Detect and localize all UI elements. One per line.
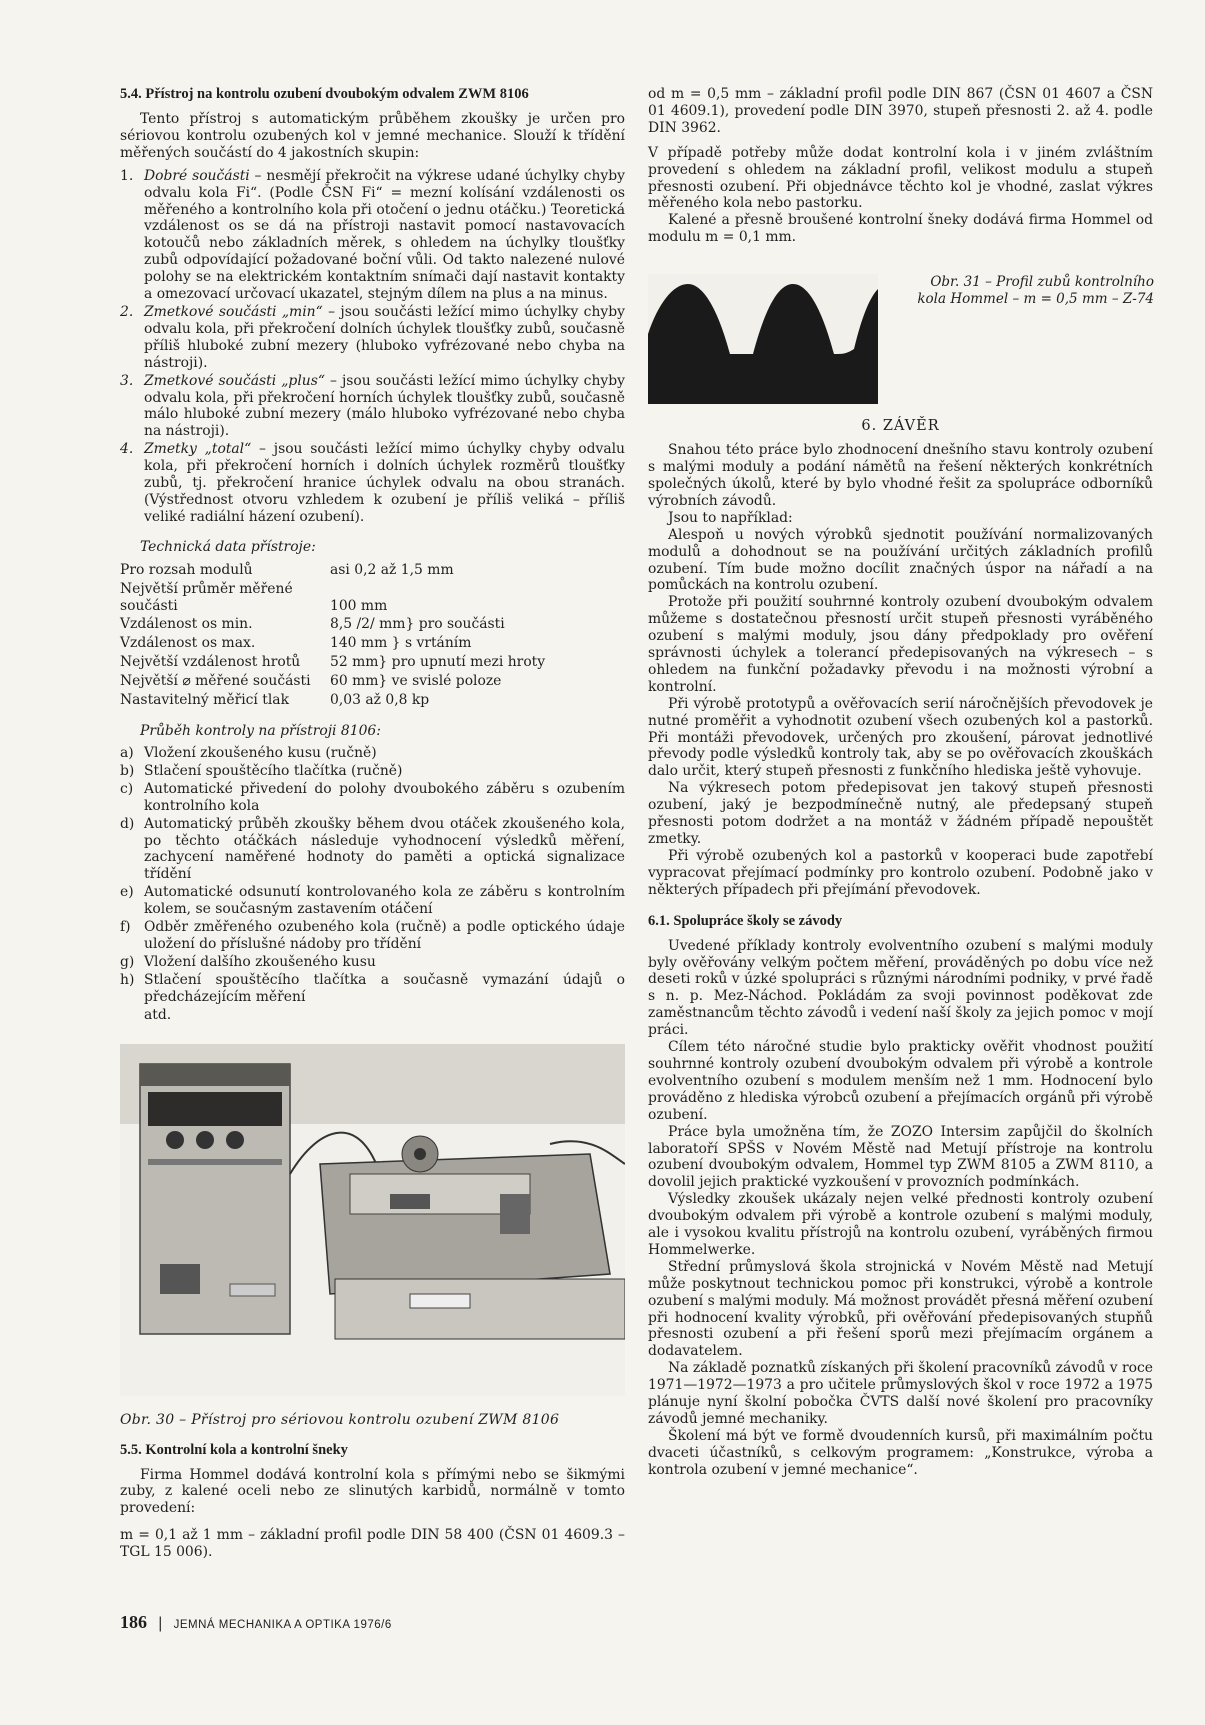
- right-column: [648, 86, 1153, 1479]
- list-item: d) Automatický průběh zkoušky během dvou otáček zkoušeného kola, po těchto otáčkách následuje vyhodnocení výsledků měření, zachycení naměřené hodnoty do paměti a optická signalizace třídění: [120, 815, 625, 883]
- page-footer: [120, 1612, 392, 1633]
- section-heading-6: 6. ZÁVĚR: [861, 418, 940, 435]
- paragraph: Jsou to například:: [668, 509, 793, 526]
- paragraph: Na výkresech potom předepisovat jen takový stupeň přesnosti ozubení, jaký je bezpodmínečně nutný, ale předepsaný stupeň přesnosti potom dodržet a na montáž v žádném případě nepouštět zmetky.: [648, 780, 1153, 847]
- tech-data-title: Technická data přístroje:: [140, 538, 316, 555]
- quality-groups-list: [120, 168, 625, 526]
- section-heading-5-5: 5.5. Kontrolní kola a kontrolní šneky: [120, 1441, 348, 1458]
- paragraph: Střední průmyslová škola strojnická v Novém Městě nad Metují může poskytnout technickou pomoc při konstrukci, výrobě a kontrole ozubení s malými moduly. Má možnost provádět přesná měření ozubení při hodnocení kvality výrobků, při ověřování předepisovaných stupňů přesnosti ozubení a při řešení sporů mezi přejímacím orgánem a dodavatelem.: [648, 1258, 1153, 1360]
- paragraph: Na základě poznatků získaných při školení pracovníků závodů v roce 1971—1972—1973 a pro učitele průmyslových škol v roce 1972 a 1975 plánuje nyní školní pobočka ČVTS další nové školení pro pracovníky závodů jemné mechaniky.: [648, 1360, 1153, 1427]
- section-heading-5-4: 5.4. Přístroj na kontrolu ozubení dvoubokým odvalem ZWM 8106: [120, 86, 529, 102]
- list-item: g) Vložení dalšího zkoušeného kusu: [120, 953, 376, 970]
- list-item: h) Stlačení spouštěcího tlačítka a současně vymazání údajů o předcházejícím měření: [120, 971, 625, 1005]
- section-heading-6-1: 6.1. Spolupráce školy se závody: [648, 912, 843, 929]
- paragraph: Při výrobě ozubených kol a pastorků v kooperaci bude zapotřebí vypracovat přejímací podmínky pro kontrolo ozubení. Podobně jako v některých případech při přejímání převodovek.: [648, 847, 1153, 898]
- paragraph: Práce byla umožněna tím, že ZOZO Intersim zapůjčil do školních laboratoří SPŠS v Novém Městě nad Metují přístroje na kontrolu ozubení dvoubokým odvalem, Hommel typ ZWM 8105 a ZWM 8110, a dovolil jejich praktické vyzkoušení v provozních podmínkách.: [648, 1123, 1153, 1191]
- list-item: e) Automatické odsunutí kontrolovaného kola ze záběru s kontrolním kolem, se současným zastavením otáčení: [120, 884, 625, 918]
- paragraph: Firma Hommel dodává kontrolní kola s přímými nebo se šikmými zuby, z kalené oceli nebo ze slinutých karbidů, normálně v tomto provedení:: [120, 1466, 625, 1517]
- list-item: c) Automatické přivedení do polohy dvoubokého záběru s ozubením kontrolního kola: [120, 780, 625, 814]
- table-row: Vzdálenost os max. 140 mm } s vrtáním: [120, 635, 472, 652]
- list-item: 2. Zmetkové součásti „min“ – jsou součásti ležící mimo úchylky chyby odvalu kola, při překročení dolních úchylek tloušťky zubů, současně příliš hluboké zubní mezery (hluboko vyfrézované nebo chyba na nástroji).: [120, 303, 625, 371]
- table-row: Nastavitelný měřicí tlak 0,03 až 0,8 kp: [120, 692, 430, 709]
- table-row: Největší ⌀ měřené součásti 60 mm} ve svislé poloze: [120, 673, 502, 690]
- list-item: 4. Zmetky „total“ – jsou součásti ležící mimo úchylky chyby odvalu kola, při překročení horních i dolních úchylek rozměrů tloušťky zubů, tj. překročení hranice úchylek odvalu na obou stranách. (Výstřednost otvoru vzhledem k ozubení je příliš veliká – příliš veliké radiální házení ozubení).: [120, 441, 625, 525]
- device-photo: [120, 1044, 625, 1396]
- list-item: 1. Dobré součásti – nesmějí překročit na výkrese udané úchylky chyby odvalu kola Fi“. (Podle ČSN Fi“ = mezní kolísání vzdálenosti os měřeného a kontrolního kola při otočení o jednu otáčku.) Teoretická vzdálenost os se dá na přístroji nastavit pomocí nastavovacích kotoučů nebo základních měrek, s ohledem na úchylky tloušťky zubů odpovídající požadované boční vůli. Od takto nalezené nulové polohy se na elektrickém kontaktním snímači dají nastavit kontakty a omezovací určovací ukazatel, stejným dílem na plus a na minus.: [120, 167, 625, 303]
- paragraph: Protože při použití souhrnné kontroly ozubení dvoubokým odvalem můžeme s dostatečnou přesností určit stupeň přesnosti vyráběného ozubení s malými moduly, jsou dány předpoklady pro ověření správnosti úchylek a tolerancí předepisovaných na výkresech – s ohledem na funkční požadavky převodu i na možnosti výrobní a kontrolní.: [648, 594, 1153, 695]
- table-row: Největší průměr měřené součásti 100 mm: [120, 580, 388, 614]
- paragraph: Kalené a přesně broušené kontrolní šneky dodává firma Hommel od modulu m = 0,1 mm.: [648, 212, 1153, 246]
- journal-title: JEMNÁ MECHANIKA A OPTIKA 1976/6: [173, 1619, 392, 1631]
- footer-separator: |: [157, 1614, 163, 1632]
- paragraph: Školení má být ve formě dvoudenních kursů, při maximálním počtu dvaceti účastníků, s celkovým programem: „Konstrukce, výroba a kontrola ozubení v jemné mechanice“.: [648, 1427, 1153, 1478]
- paragraph: Výsledky zkoušek ukázaly nejen velké přednosti kontroly ozubení dvoubokým odvalem při výrobě a kontrole ozubení s malými moduly, ale i vysokou kvalitu přístrojů na kontrolu ozubení, vyráběných firmou Hommelwerke.: [648, 1191, 1153, 1258]
- module-range-1: m = 0,1 až 1 mm – základní profil podle DIN 58 400 (ČSN 01 4609.3 – TGL 15 006).: [120, 1527, 625, 1561]
- paragraph: Cílem této náročné studie bylo prakticky ověřit vhodnost použití souhrnné kontroly ozubení dvoubokým odvalem při výrobě a kontrole evolventního ozubení s modulem menším než 1 mm. Hodnocení bylo prováděno z hlediska výrobců ozubení a přejímacích orgánů při výrobě ozubení.: [648, 1039, 1153, 1123]
- table-row: Pro rozsah modulů asi 0,2 až 1,5 mm: [120, 561, 454, 578]
- figure-30-caption: Obr. 30 – Přístroj pro sériovou kontrolu ozubení ZWM 8106: [120, 1411, 560, 1428]
- list-item: 3. Zmetkové součásti „plus“ – jsou součásti ležící mimo úchylky chyby odvalu kola, při překročení horních úchylek tloušťky zubů, současně málo hluboké zubní mezery (málo hluboko vyfrézované nebo chyba na nástroji).: [120, 372, 625, 440]
- paragraph: Snahou této práce bylo zhodnocení dnešního stavu kontroly ozubení s malými moduly a podání námětů na řešení některých konkrétních společných úkolů, které by bylo vhodné řešit za spolupráce odborníků výrobních závodů.: [648, 442, 1153, 509]
- tech-data-table: [120, 561, 625, 710]
- gear-tooth-profile-image: [648, 274, 878, 404]
- module-range-2: od m = 0,5 mm – základní profil podle DIN 867 (ČSN 01 4607 a ČSN 01 4609.1), provedení podle DIN 3970, stupeň přesnosti 2. až 4. podle DIN 3962.: [648, 86, 1153, 136]
- page-number: 186: [120, 1612, 147, 1632]
- intro-paragraph: Tento přístroj s automatickým průběhem zkoušky je určen pro sériovou kontrolu ozubených kol v jemné mechanice. Slouží k třídění měřených součástí do 4 jakostních skupin:: [120, 111, 625, 161]
- left-column: [120, 86, 625, 1561]
- procedure-list: [120, 745, 625, 1006]
- list-item: b) Stlačení spouštěcího tlačítka (ručně): [120, 762, 403, 779]
- table-row: Vzdálenost os min. 8,5 /2/ mm} pro součásti: [120, 616, 505, 633]
- table-row: Největší vzdálenost hrotů 52 mm} pro upnutí mezi hroty: [120, 654, 546, 671]
- paragraph: Při výrobě prototypů a ověřovacích serií náročnějších převodovek je nutné proměřit a vyhodnotit ozubení všech ozubených kol a pastorků. Při montáži převodovek, určených pro zkoušení, párovat jednotlivé převody podle výsledků kontroly tak, aby se po ověřovacích zkouškách dalo určit, který stupeň přesnosti z funkčního hlediska ještě vyhovuje.: [648, 695, 1153, 780]
- paragraph: Uvedené příklady kontroly evolventního ozubení s malými moduly byly ověřovány velkým počtem měření, prováděných po dobu více než deseti roků v úzké spolupráci s různými národními podniky, v prvé řadě s n. p. Mez-Náchod. Pokládám za svoji povinnost poděkovat zde zaměstnancům těchto závodů i vedení naší školy za jejich pomoc v mojí práci.: [648, 937, 1153, 1039]
- paragraph: V případě potřeby může dodat kontrolní kola i v jiném zvláštním provedení s ohledem na základní profil, velikost modulu a stupeň přesnosti ozubení. Při objednávce těchto kol je vhodné, zaslat výkres měřeného kola nebo pastorku.: [648, 144, 1153, 212]
- etc-text: atd.: [144, 1006, 172, 1023]
- figure-31-caption: Obr. 31 – Profil zubů kontrolního kola Hommel – m = 0,5 mm – Z-74: [917, 274, 1154, 307]
- procedure-title: Průběh kontroly na přístroji 8106:: [140, 723, 381, 739]
- list-item: f) Odběr změřeného ozubeného kola (ručně) a podle optického údaje uložení do příslušné nádoby pro třídění: [120, 919, 625, 952]
- paragraph: Alespoň u nových výrobků sjednotit používání normalizovaných modulů a dohodnout se na používání určitých základních profilů ozubení. Tím bude možno docílit značných úspor na nářadí a na pomůckách na kontrolu ozubení.: [648, 526, 1153, 594]
- figure-31: [648, 274, 1153, 404]
- list-item: a) Vložení zkoušeného kusu (ručně): [120, 745, 377, 761]
